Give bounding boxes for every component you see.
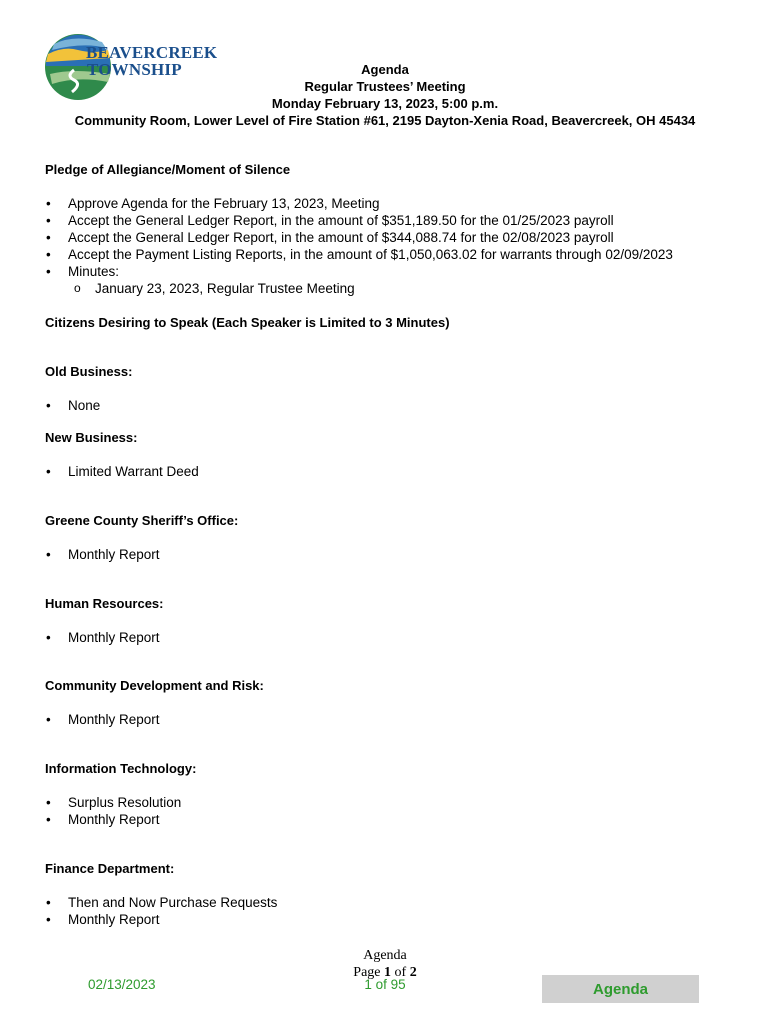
list-item: • None — [45, 397, 100, 414]
list-item: • Approve Agenda for the February 13, 2023, Meeting — [45, 195, 673, 212]
old-business-list — [45, 397, 100, 414]
section-old-business-title: Old Business: — [45, 364, 133, 379]
list-item: • Accept the General Ledger Report, in the amount of $344,088.74 for the 02/08/2023 payroll — [45, 229, 673, 246]
meeting-datetime: Monday February 13, 2023, 5:00 p.m. — [271, 96, 499, 111]
agenda-header — [0, 61, 770, 129]
footer-packet-pages: 1 of 95 — [364, 977, 406, 992]
footer-doc-label: Agenda — [363, 948, 407, 963]
footer-date: 02/13/2023 — [88, 977, 156, 992]
list-item: • Monthly Report — [45, 546, 160, 563]
pledge-list — [45, 195, 673, 297]
hr-list — [45, 629, 160, 646]
list-item: • Monthly Report — [45, 911, 277, 928]
new-business-list — [45, 463, 199, 480]
sheriff-list — [45, 546, 160, 563]
list-item: • Monthly Report — [45, 629, 160, 646]
logo-line-2: TOWNSHIP — [87, 60, 182, 79]
sub-list-item: o January 23, 2023, Regular Trustee Meeting — [71, 280, 673, 297]
section-new-business-title: New Business: — [45, 430, 138, 445]
list-item: • Accept the Payment Listing Reports, in the amount of $1,050,063.02 for warrants through 02/09/2023 — [45, 246, 673, 263]
page-title: Agenda — [361, 62, 409, 77]
logo-line-1: BEAVERCREEK — [86, 43, 218, 62]
list-item: • Surplus Resolution — [45, 794, 181, 811]
minutes-sublist — [68, 280, 673, 297]
list-item: • Monthly Report — [45, 711, 160, 728]
meeting-type: Regular Trustees’ Meeting — [304, 79, 466, 94]
footer-agenda-box — [542, 975, 699, 1003]
minutes-label: Minutes: — [68, 264, 120, 279]
list-item: • Accept the General Ledger Report, in the amount of $351,189.50 for the 01/25/2023 payroll — [45, 212, 673, 229]
meeting-location: Community Room, Lower Level of Fire Station #61, 2195 Dayton-Xenia Road, Beavercreek, OH 45434 — [74, 113, 696, 128]
list-item: • Limited Warrant Deed — [45, 463, 199, 480]
page-of: of — [391, 965, 410, 980]
finance-list — [45, 894, 277, 928]
section-finance-title: Finance Department: — [45, 861, 175, 876]
page-total: 2 — [409, 965, 417, 980]
section-pledge-title: Pledge of Allegiance/Moment of Silence — [45, 162, 291, 177]
section-hr-title: Human Resources: — [45, 596, 164, 611]
cdr-list — [45, 711, 160, 728]
section-it-title: Information Technology: — [45, 761, 197, 776]
section-sheriff-title: Greene County Sheriff’s Office: — [45, 513, 239, 528]
list-item — [45, 263, 673, 297]
section-cdr-title: Community Development and Risk: — [45, 678, 264, 693]
page-current: 1 — [384, 965, 392, 980]
it-list — [45, 794, 181, 828]
page-prefix: Page — [353, 965, 385, 980]
section-citizens-title: Citizens Desiring to Speak (Each Speaker is Limited to 3 Minutes) — [45, 315, 450, 330]
list-item: • Then and Now Purchase Requests — [45, 894, 277, 911]
footer-box-label: Agenda — [592, 980, 648, 998]
list-item: • Monthly Report — [45, 811, 181, 828]
